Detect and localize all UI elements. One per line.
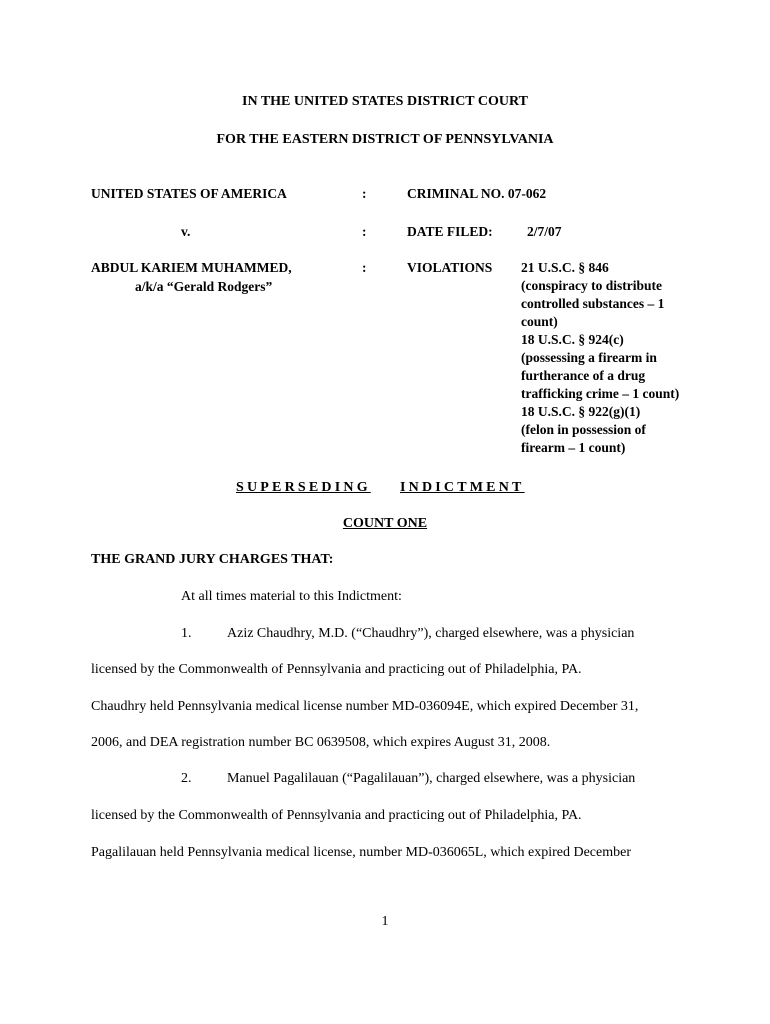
court-district-line: FOR THE EASTERN DISTRICT OF PENNSYLVANIA (216, 132, 554, 147)
court-name-line: IN THE UNITED STATES DISTRICT COURT (242, 94, 528, 109)
violation-line: count) (521, 314, 558, 329)
paragraph-text: Pagalilauan held Pennsylvania medical license, number MD-036065L, which expired December (91, 845, 631, 860)
paragraph-number: 2. (181, 771, 192, 786)
violation-line: (conspiracy to distribute (521, 278, 662, 293)
criminal-number: CRIMINAL NO. 07-062 (407, 186, 547, 201)
caption-colon: : (362, 224, 367, 239)
date-filed-label: DATE FILED: (407, 224, 493, 239)
paragraph-number: 1. (181, 626, 192, 641)
paragraph-text: Aziz Chaudhry, M.D. (“Chaudhry”), charged elsewhere, was a physician (227, 626, 635, 641)
violation-line: controlled substances – 1 (521, 296, 665, 311)
paragraph-text: 2006, and DEA registration number BC 0639508, which expires August 31, 2008. (91, 735, 551, 750)
intro-text: At all times material to this Indictment: (181, 589, 402, 604)
violations-label: VIOLATIONS (407, 260, 493, 275)
violation-line: 21 U.S.C. § 846 (521, 260, 609, 275)
count-heading: COUNT ONE (342, 516, 428, 531)
title-superseding: SUPERSEDING (236, 480, 371, 495)
violation-line: 18 U.S.C. § 922(g)(1) (521, 404, 641, 419)
violation-line: 18 U.S.C. § 924(c) (521, 332, 624, 347)
violation-line: trafficking crime – 1 count) (521, 386, 680, 401)
versus: v. (181, 224, 191, 239)
date-filed-value: 2/7/07 (527, 224, 562, 239)
paragraph-text: licensed by the Commonwealth of Pennsylvania and practicing out of Philadelphia, PA. (91, 808, 582, 823)
defendant-name: ABDUL KARIEM MUHAMMED, (91, 260, 292, 275)
paragraph-text: Manuel Pagalilauan (“Pagalilauan”), charged elsewhere, was a physician (227, 771, 636, 786)
page-number: 1 (381, 914, 389, 929)
plaintiff-name: UNITED STATES OF AMERICA (91, 186, 287, 201)
caption-colon: : (362, 260, 367, 275)
violation-line: (possessing a firearm in (521, 350, 657, 365)
charges-heading: THE GRAND JURY CHARGES THAT: (91, 552, 334, 567)
violation-line: (felon in possession of (521, 422, 646, 437)
paragraph-text: Chaudhry held Pennsylvania medical license number MD-036094E, which expired December 31, (91, 699, 639, 714)
paragraph-text: licensed by the Commonwealth of Pennsylvania and practicing out of Philadelphia, PA. (91, 662, 582, 677)
defendant-alias: a/k/a “Gerald Rodgers” (135, 279, 273, 294)
title-indictment: INDICTMENT (400, 480, 525, 495)
caption-colon: : (362, 186, 367, 201)
violation-line: furtherance of a drug (521, 368, 646, 383)
violation-line: firearm – 1 count) (521, 440, 626, 455)
